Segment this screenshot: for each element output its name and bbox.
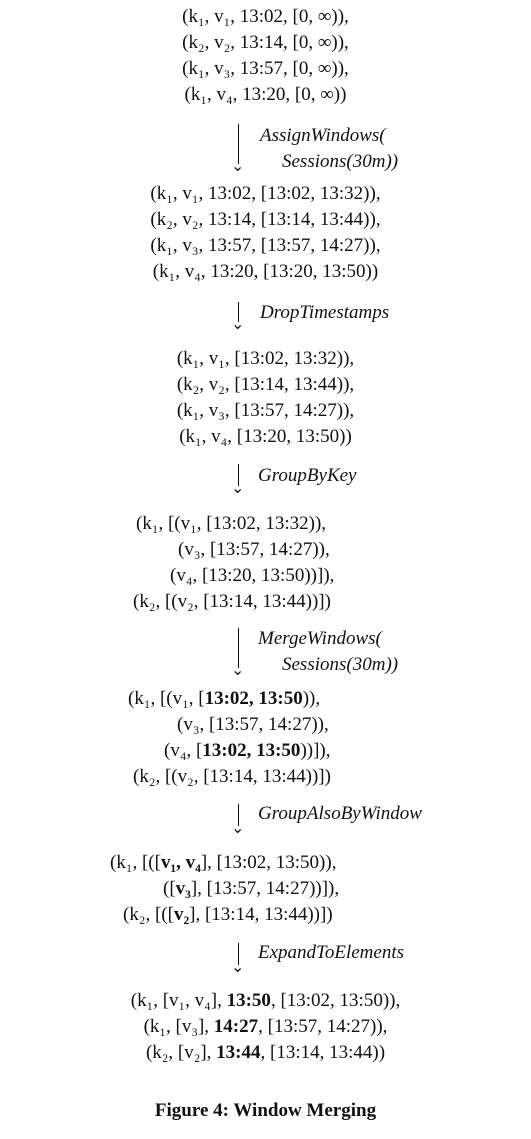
figure-caption: Figure 4: Window Merging xyxy=(154,1100,377,1121)
transform-label: DropTimestamps xyxy=(260,302,390,323)
tuple-line: (k₁, v₃, 13:57, [13:57, 14:27)), xyxy=(150,235,381,256)
merged-window-bold: 13:02, 13:50 xyxy=(204,688,303,709)
arrow-head-icon: ⌄ xyxy=(231,818,245,837)
transform-label: MergeWindows( xyxy=(258,628,382,649)
tuple-line: (k₁, v₃, [13:57, 14:27)), xyxy=(176,400,355,421)
merged-window-bold: 13:02, 13:50 xyxy=(202,740,301,761)
transform-argument: Sessions(30m)) xyxy=(282,151,399,172)
transform-label: GroupAlsoByWindow xyxy=(258,803,422,824)
tuple-line: (k₂, v₂, 13:14, [13:14, 13:44)), xyxy=(150,209,381,230)
arrow-head-icon: ⌄ xyxy=(231,314,245,333)
tuple-line: (v₃, [13:57, 14:27)), xyxy=(178,539,330,560)
tuple-line: (v₄, [13:20, 13:50))]), xyxy=(170,565,335,586)
transform-label: GroupByKey xyxy=(258,465,357,486)
tuple-line: (k₁, v₃, 13:57, [0, ∞)), xyxy=(182,58,349,79)
transform-argument: Sessions(30m)) xyxy=(282,654,399,675)
arrow-head-icon: ⌄ xyxy=(231,660,245,679)
tuple-line: (k₁, [(v₁, [13:02, 13:50)), xyxy=(128,688,321,709)
arrow-head-icon: ⌄ xyxy=(231,478,245,497)
tuple-line: (k₂, [v₂], 13:44, [13:14, 13:44)) xyxy=(145,1042,386,1063)
tuple-line: (k₂, [(v₂, [13:14, 13:44))]) xyxy=(133,591,331,612)
tuple-line: (k₁, v₄, [13:20, 13:50)) xyxy=(179,426,352,447)
tuple-line: (v₃, [13:57, 14:27)), xyxy=(177,714,329,735)
tuple-line: (k₂, [(v₂, [13:14, 13:44))]) xyxy=(133,766,331,787)
tuple-line: (k₁, [([v₁, v₄], [13:02, 13:50)), xyxy=(110,852,337,873)
tuple-line: (k₂, v₂, [13:14, 13:44)), xyxy=(176,374,355,395)
tuple-line: ([v₃], [13:57, 14:27))]), xyxy=(163,878,340,899)
tuple-line: (k₁, v₄, 13:20, [0, ∞)) xyxy=(184,84,347,105)
tuple-line: (v₄, [13:02, 13:50))]), xyxy=(164,740,331,761)
transform-label: ExpandToElements xyxy=(258,942,405,963)
transform-label: AssignWindows( xyxy=(260,125,386,146)
arrow-head-icon: ⌄ xyxy=(231,156,245,175)
tuple-line: (k₁, v₁, 13:02, [13:02, 13:32)), xyxy=(150,183,381,204)
tuple-line: (k₁, [v₁, v₄], 13:50, [13:02, 13:50)), xyxy=(130,990,401,1011)
tuple-line: (k₂, [([v₂], [13:14, 13:44))]) xyxy=(123,904,333,925)
arrow-head-icon: ⌄ xyxy=(231,957,245,976)
tuple-line: (k₁, v₁, 13:02, [0, ∞)), xyxy=(182,6,349,27)
tuple-line: (k₁, [v₃], 14:27, [13:57, 14:27)), xyxy=(143,1016,388,1037)
tuple-line: (k₂, v₂, 13:14, [0, ∞)), xyxy=(182,32,349,53)
tuple-line: (k₁, v₄, 13:20, [13:20, 13:50)) xyxy=(152,261,379,282)
tuple-line: (k₁, [(v₁, [13:02, 13:32)), xyxy=(136,513,327,534)
tuple-line: (k₁, v₁, [13:02, 13:32)), xyxy=(176,348,355,369)
